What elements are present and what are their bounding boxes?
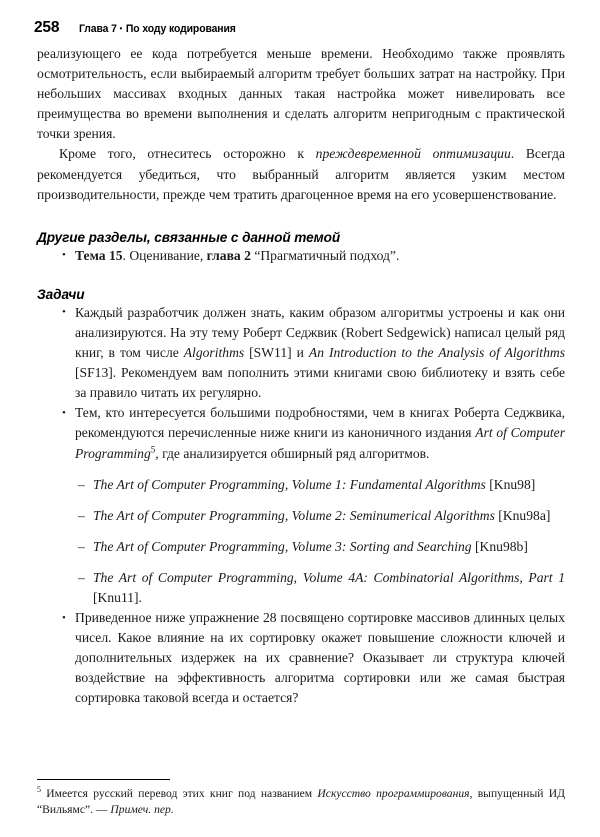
list-item [37, 537, 565, 557]
book-title-introduction-analysis: An Introduction to the Analysis of Algorithms [308, 345, 565, 361]
list-item [37, 475, 565, 495]
chapter-label: Глава 7 [79, 23, 118, 35]
page-number: 258 [34, 19, 60, 36]
book-title-taocp: Art of Computer Programming [75, 425, 565, 461]
books-sublist-wrapper [37, 475, 565, 608]
books-sublist [37, 475, 565, 608]
footnote-separator-rule [37, 779, 170, 780]
footnote-book-title: Искусство программирования [317, 787, 470, 800]
footnote-text-2: , выпущенный ИД “Вильямс”. — [37, 787, 565, 817]
list-item [37, 568, 565, 608]
book-ref: [Knu98b] [471, 538, 528, 554]
paragraph-premature-optimization [37, 144, 565, 204]
book-title: The Art of Computer Programming, Volume 2: Seminumerical Algorithms [93, 507, 495, 523]
list-item [37, 303, 565, 403]
book-ref: [Knu11]. [93, 589, 142, 605]
book-title: The Art of Computer Programming, Volume 3: Sorting and Searching [93, 538, 472, 554]
running-head [34, 19, 248, 37]
task1-ref-2: [SF13]. Рекомендуем вам пополнить этими книгами свою библиотеку и взять себе за правило читать их регулярно. [75, 365, 565, 401]
footnote-text [37, 786, 565, 819]
chapter-title: По ходу кодирования [126, 23, 237, 35]
running-head-title [79, 23, 236, 35]
tasks-list [37, 303, 565, 464]
list-item: • Приведенное ниже упражнение 28 посвящено сортировке массивов длинных целых чисел. Какое влияние на их сортировку окажет повышение сложности ключей и дополнительных издержек на их сравнение? Оказывает ли структура ключей воздействие на эффективность алгоритма сортировки или же самая быстрая сортировка таковой всегда и остается? [37, 608, 565, 708]
chapter-ref-bold: глава 2 [206, 247, 251, 263]
footnote-marker: 5 [150, 443, 156, 454]
topic-ref-text: . Оценивание, [122, 247, 207, 263]
footnote-text-1: Имеется русский перевод этих книг под названием [41, 787, 318, 800]
emphasis-premature-optimization: преждевременной оптимизации [315, 146, 511, 162]
footnote-area [37, 779, 565, 819]
related-sections-list [37, 246, 565, 266]
list-item [37, 403, 565, 463]
topic-ref-bold: Тема 15 [75, 247, 123, 263]
footnote-number: 5 [37, 785, 41, 795]
book-title-algorithms: Algorithms [183, 345, 245, 361]
para2-text-after: . Всегда рекомендуется убедиться, что выбранный алгоритм является узким местом производительности, прежде чем тратить драгоценное время на его усовершенствование. [37, 146, 566, 202]
task2-text-2: , где анализируется обширный ряд алгоритмов. [155, 445, 430, 461]
list-item [37, 246, 565, 266]
book-title: The Art of Computer Programming, Volume 1: Fundamental Algorithms [93, 476, 486, 492]
paragraph-continuation: реализующего ее кода потребуется меньше времени. Необходимо также проявлять осмотрительность, если выбираемый алгоритм требует больших затрат на настройку. При небольших массивах входных данных такая настройка может нивелировать все преимущества во времени выполнения и сделать алгоритм непригодным с практической точки зрения. [37, 46, 565, 142]
book-ref: [Knu98a] [494, 507, 551, 523]
task2-text-1: Тем, кто интересуется большими подробностями, чем в книгах Роберта Седжвика, рекомендуются перечисленные ниже книги из каноничного издания [75, 405, 565, 441]
heading-tasks: Задачи [37, 286, 85, 303]
tasks-list-continued [37, 608, 565, 708]
chapter-ref-text: “Прагматичный подход”. [250, 247, 400, 263]
related-sections-block [37, 230, 565, 266]
book-ref: [Knu98] [485, 476, 536, 492]
task1-text-1: Каждый разработчик должен знать, каким образом алгоритмы устроены и как они анализируются. На эту тему Роберт Седжвик (Robert Sedgewick) написал целый ряд книг, в том числе [75, 304, 565, 361]
text-column [37, 44, 565, 709]
heading-related-sections: Другие разделы, связанные с данной темой [37, 229, 341, 246]
head-separator-icon: • [119, 24, 123, 33]
footnote-translator-note: Примеч. пер. [110, 803, 174, 817]
tasks-block [37, 287, 565, 709]
task1-ref-1: [SW11] и [244, 345, 309, 361]
para2-text-before: Кроме того, отнеситесь осторожно к [59, 146, 316, 162]
list-item [37, 506, 565, 526]
book-title: The Art of Computer Programming, Volume 4A: Combinatorial Algorithms, Part 1 [93, 569, 565, 585]
